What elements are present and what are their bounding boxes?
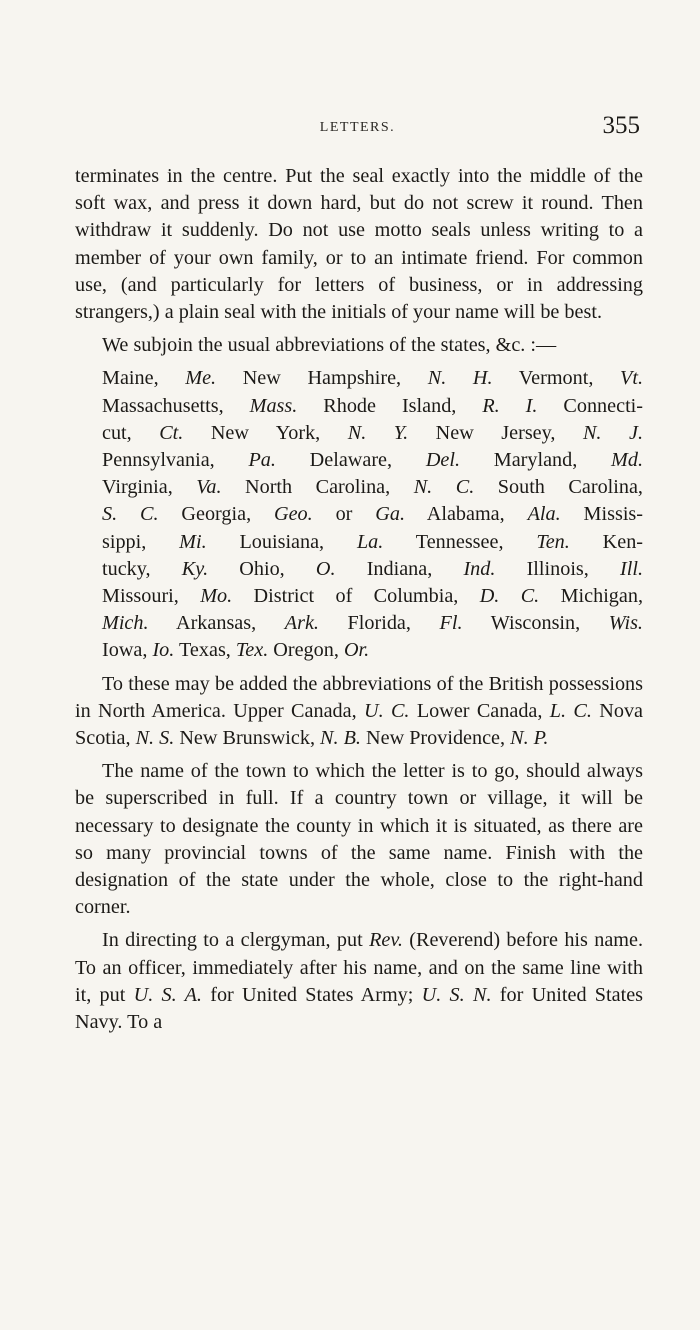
state-abbreviations-line: S. C. Georgia, Geo. or Ga. Alabama, Ala. Missis- — [102, 503, 644, 526]
state-abbreviations-line: Mich. Arkansas, Ark. Florida, Fl. Wisconsin, Wis. — [102, 612, 643, 635]
italic-abbreviation: U. S. N. — [421, 983, 492, 1006]
paragraph-british-possessions: To these may be added the abbreviations of the British possessions in North America. Upper Canada, U. C. Lower Canada, L. C. Nova Scotia, N. S. New Brunswick, N. B. New Providence, N. P. — [75, 672, 643, 750]
italic-abbreviation: N. B. — [320, 727, 361, 750]
state-abbreviation: O. — [315, 557, 336, 580]
state-abbreviation: Va. — [196, 476, 222, 499]
state-abbreviation: Ala. — [527, 503, 561, 526]
state-abbreviation: Ind. — [463, 557, 496, 580]
italic-abbreviation: N. P. — [510, 727, 549, 750]
state-abbreviation: N. Y. — [347, 421, 409, 444]
state-abbreviation: Fl. — [439, 612, 463, 635]
paragraph-town-name: The name of the town to which the letter is to go, should always be superscribed in full. If a country town or village, it will be necessary to designate the county in which it is situated, as there are so many provincial towns of the same name. Finish with the designation of the state under the whole, close to the right-hand corner. — [75, 760, 643, 919]
state-abbreviation: Geo. — [274, 503, 313, 526]
state-abbreviation: Pa. — [248, 449, 276, 472]
state-abbreviation: Md. — [611, 449, 644, 472]
state-abbreviation: Ill. — [620, 557, 644, 580]
state-abbreviation: N. J. — [582, 421, 643, 444]
italic-abbreviation: N. S. — [135, 727, 175, 750]
italic-abbreviation: Rev. — [369, 929, 403, 952]
italic-abbreviation: U. S. A. — [133, 983, 202, 1006]
state-abbreviation: Mass. — [249, 394, 298, 417]
state-abbreviation: Ten. — [536, 530, 570, 553]
state-abbreviations-line: Iowa, Io. Texas, Tex. Oregon, Or. — [102, 639, 370, 662]
italic-abbreviation: L. C. — [549, 699, 592, 722]
running-head: LETTERS. — [319, 120, 396, 135]
state-abbreviations-line: Missouri, Mo. District of Columbia, D. C. Michigan, — [102, 585, 644, 608]
state-abbreviation: N. H. — [427, 367, 493, 390]
state-abbreviation: Ct. — [159, 421, 184, 444]
paragraph-directing: In directing to a clergyman, put Rev. (Reverend) before his name. To an officer, immediately after his name, and on the same line with it, put U. S. A. for United States Army; U. S. N. for United States Navy. To a — [75, 929, 644, 1034]
page-number: 355 — [602, 112, 640, 139]
state-abbreviations-line: Maine, Me. New Hampshire, N. H. Vermont, Vt. — [102, 367, 644, 390]
state-abbreviation: S. C. — [102, 503, 159, 526]
state-abbreviations-line: sippi, Mi. Louisiana, La. Tennessee, Ten. Ken- — [102, 530, 644, 553]
paragraph-seal-instructions: terminates in the centre. Put the seal exactly into the middle of the soft wax, and press it down hard, but do not screw it round. Then withdraw it suddenly. Do not use motto seals unless writing to a member of your own family, or to an intimate friend. For common use, (and particularly for letters of business, or in addressing strangers,) a plain seal with the initials of your name will be best. — [75, 165, 643, 324]
state-abbreviation: Mo. — [200, 585, 233, 608]
state-abbreviation: La. — [356, 530, 384, 553]
paragraph-abbreviations-intro: We subjoin the usual abbreviations of the states, &c. :— — [102, 334, 557, 357]
italic-abbreviation: U. C. — [363, 699, 410, 722]
state-abbreviation: R. I. — [482, 394, 538, 417]
state-abbreviation: Ark. — [284, 612, 319, 635]
state-abbreviation: Ky. — [181, 557, 209, 580]
state-abbreviation: N. C. — [413, 476, 475, 499]
state-abbreviation: Ga. — [375, 503, 406, 526]
state-abbreviation: Mi. — [179, 530, 207, 553]
state-abbreviations-list — [75, 365, 643, 664]
state-abbreviations-line: Pennsylvania, Pa. Delaware, Del. Maryland, Md. — [102, 449, 644, 472]
state-abbreviation: Tex. — [235, 639, 269, 662]
state-abbreviation: Or. — [343, 639, 370, 662]
state-abbreviations-line: tucky, Ky. Ohio, O. Indiana, Ind. Illinois, Ill. — [102, 557, 644, 580]
state-abbreviation: Me. — [185, 367, 217, 390]
state-abbreviation: Vt. — [620, 367, 644, 390]
state-abbreviations-line: Massachusetts, Mass. Rhode Island, R. I. Connecti- — [102, 394, 644, 417]
body-text — [75, 163, 643, 1042]
state-abbreviation: Mich. — [102, 612, 149, 635]
state-abbreviations-line: Virginia, Va. North Carolina, N. C. South Carolina, — [102, 476, 643, 499]
state-abbreviation: Del. — [425, 449, 461, 472]
page-header — [75, 112, 640, 146]
state-abbreviation: D. C. — [479, 585, 540, 608]
state-abbreviations-line: cut, Ct. New York, N. Y. New Jersey, N. J. — [102, 421, 643, 444]
state-abbreviation: Wis. — [608, 612, 643, 635]
state-abbreviation: Io. — [152, 639, 175, 662]
